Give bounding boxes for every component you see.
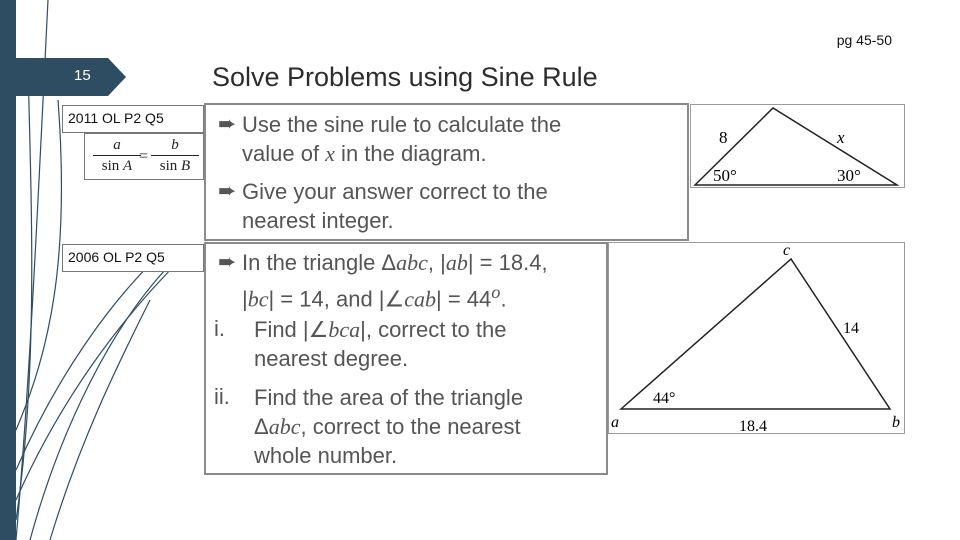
formula-equals: =: [139, 148, 149, 165]
slide-number: 15: [74, 67, 91, 84]
question-2006-bullet: In the triangle Δabc, |ab| = 18.4, |bc| = 14, and |∠cab| = $44^o$.: [242, 250, 548, 312]
exam-tag-2006: 2006 OL P2 Q5: [62, 244, 204, 272]
triangle-diagram-2011: [690, 104, 905, 188]
formula-left-fraction: [93, 137, 141, 175]
question-2006-part-ii: Find the area of the triangle Δabc, correct to the nearest whole number.: [254, 385, 524, 468]
triangle-diagram-2006: [608, 242, 905, 434]
angle-label-50: 50°: [713, 166, 737, 185]
side-label-18-4: 18.4: [739, 418, 767, 433]
vertex-label-a: a: [611, 414, 619, 431]
side-label-x: x: [837, 128, 845, 147]
question-2011-bullet-1: Use the sine rule to calculate the value of x in the diagram.: [242, 112, 562, 166]
angle-label-44: 44°: [653, 390, 676, 407]
arrow-bullet-icon: ➨: [218, 249, 237, 274]
part-numeral-i: i.: [214, 316, 225, 341]
side-label-14: 14: [843, 320, 859, 337]
formula-denominator-a: sin A: [101, 158, 133, 174]
slide-number-badge: [16, 58, 126, 96]
arrow-bullet-icon: ➨: [218, 111, 237, 136]
slide-title: Solve Problems using Sine Rule: [212, 62, 598, 92]
arrow-bullet-icon: ➨: [218, 178, 237, 203]
part-numeral-ii: ii.: [214, 384, 230, 409]
side-label-8: 8: [719, 128, 728, 147]
sine-rule-formula: [84, 133, 204, 180]
vertex-label-b: b: [892, 414, 900, 431]
formula-right-fraction: [151, 137, 199, 175]
question-box-2011: [204, 103, 689, 241]
formula-numerator-b: b: [151, 137, 199, 156]
vertex-label-c: c: [783, 243, 791, 259]
page-reference: pg 45-50: [836, 32, 892, 48]
exam-tag-2011: 2011 OL P2 Q5: [62, 105, 204, 133]
slide-number-shape: [16, 58, 126, 96]
question-2011-bullet-2: Give your answer correct to the nearest integer.: [242, 179, 548, 233]
formula-numerator-a: a: [93, 137, 141, 156]
question-2006-part-i: Find |∠bca|, correct to the nearest degree.: [254, 317, 507, 371]
angle-label-30: 30°: [837, 166, 861, 185]
formula-denominator-b: sin B: [159, 158, 191, 174]
question-box-2006: [204, 242, 608, 475]
